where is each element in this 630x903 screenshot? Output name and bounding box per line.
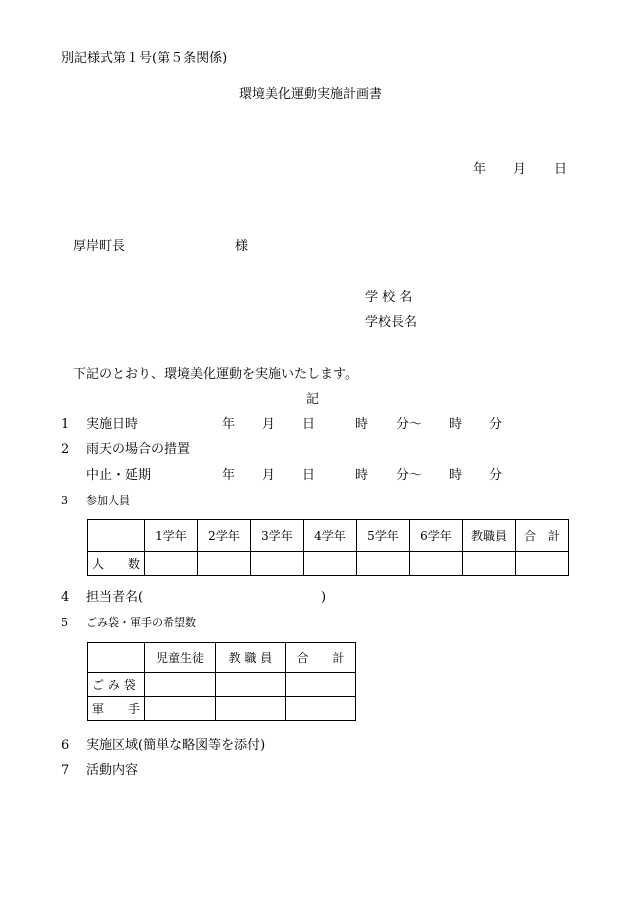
participants-header-cell: 5学年 <box>357 520 410 552</box>
participants-corner-cell <box>88 520 145 552</box>
item-1-hour-end: 時 <box>449 417 463 432</box>
item-2-minute-end: 分 <box>489 468 503 483</box>
participants-header-cell: 1学年 <box>145 520 198 552</box>
supplies-table <box>87 642 356 721</box>
item-1-month: 月 <box>262 417 276 432</box>
item-6-number: 6 <box>61 738 70 753</box>
item-2-day: 日 <box>302 468 316 483</box>
participants-header-cell: 2学年 <box>198 520 251 552</box>
item-2-year: 年 <box>222 468 236 483</box>
supplies-header-cell: 児童生徒 <box>145 643 216 673</box>
item-2-hour-end: 時 <box>449 468 463 483</box>
item-2-label: 雨天の場合の措置 <box>86 442 191 457</box>
item-2-month: 月 <box>262 468 276 483</box>
supplies-row-label: ご み 袋 <box>88 673 145 697</box>
item-4-close-paren: ) <box>321 590 327 605</box>
supplies-row-gloves <box>88 697 356 721</box>
supplies-row-bags <box>88 673 356 697</box>
school-name-label: 学 校 名 <box>365 290 413 305</box>
item-4-number: 4 <box>61 590 70 605</box>
item-5-label: ごみ袋・軍手の希望数 <box>86 616 196 629</box>
ki-heading: 記 <box>306 392 320 407</box>
supplies-header-row <box>88 643 356 673</box>
item-2-sub-label: 中止・延期 <box>86 468 152 483</box>
item-1-hour: 時 <box>355 417 369 432</box>
supplies-cell <box>286 697 356 721</box>
supplies-cell <box>145 673 216 697</box>
item-4-label: 担当者名( <box>86 590 144 605</box>
item-1-minute-end: 分 <box>489 417 503 432</box>
participants-count-cell <box>410 552 463 576</box>
participants-header-cell: 教職員 <box>463 520 516 552</box>
item-3-number: 3 <box>61 494 68 507</box>
date-year-label: 年 <box>473 162 487 177</box>
participants-count-cell <box>516 552 569 576</box>
item-2-number: 2 <box>61 442 70 457</box>
item-2-hour: 時 <box>355 468 369 483</box>
item-7-label: 活動内容 <box>86 763 139 778</box>
item-2-minute-to: 分〜 <box>396 468 423 483</box>
supplies-cell <box>216 697 286 721</box>
supplies-corner-cell <box>88 643 145 673</box>
participants-count-cell <box>145 552 198 576</box>
item-1-label: 実施日時 <box>86 417 139 432</box>
document-title: 環境美化運動実施計画書 <box>239 87 383 102</box>
participants-count-cell <box>463 552 516 576</box>
participants-row-label: 人 数 <box>88 552 145 576</box>
supplies-cell <box>216 673 286 697</box>
supplies-header-cell: 教 職 員 <box>216 643 286 673</box>
participants-count-cell <box>198 552 251 576</box>
addressee-name: 厚岸町長 <box>73 239 126 254</box>
item-1-year: 年 <box>222 417 236 432</box>
participants-table <box>87 519 569 576</box>
participants-count-cell <box>304 552 357 576</box>
participants-header-cell: 6学年 <box>410 520 463 552</box>
item-1-day: 日 <box>302 417 316 432</box>
supplies-row-label: 軍 手 <box>88 697 145 721</box>
item-5-number: 5 <box>61 616 68 629</box>
participants-count-row <box>88 552 569 576</box>
item-6-label: 実施区域(簡単な略図等を添付) <box>86 738 266 753</box>
intro-text: 下記のとおり、環境美化運動を実施いたします。 <box>73 367 358 382</box>
participants-count-cell <box>357 552 410 576</box>
item-1-number: 1 <box>61 417 70 432</box>
date-month-label: 月 <box>513 162 527 177</box>
form-number: 別記様式第１号(第５条関係) <box>61 51 228 66</box>
item-7-number: 7 <box>61 763 70 778</box>
addressee-honorific: 様 <box>235 239 249 254</box>
item-1-minute-to: 分〜 <box>396 417 423 432</box>
principal-name-label: 学校長名 <box>365 315 418 330</box>
participants-header-cell: 3学年 <box>251 520 304 552</box>
participants-header-cell: 合 計 <box>516 520 569 552</box>
participants-header-row <box>88 520 569 552</box>
supplies-header-cell: 合 計 <box>286 643 356 673</box>
item-3-label: 参加人員 <box>86 494 130 507</box>
supplies-cell <box>145 697 216 721</box>
participants-header-cell: 4学年 <box>304 520 357 552</box>
supplies-cell <box>286 673 356 697</box>
date-day-label: 日 <box>554 162 568 177</box>
participants-count-cell <box>251 552 304 576</box>
